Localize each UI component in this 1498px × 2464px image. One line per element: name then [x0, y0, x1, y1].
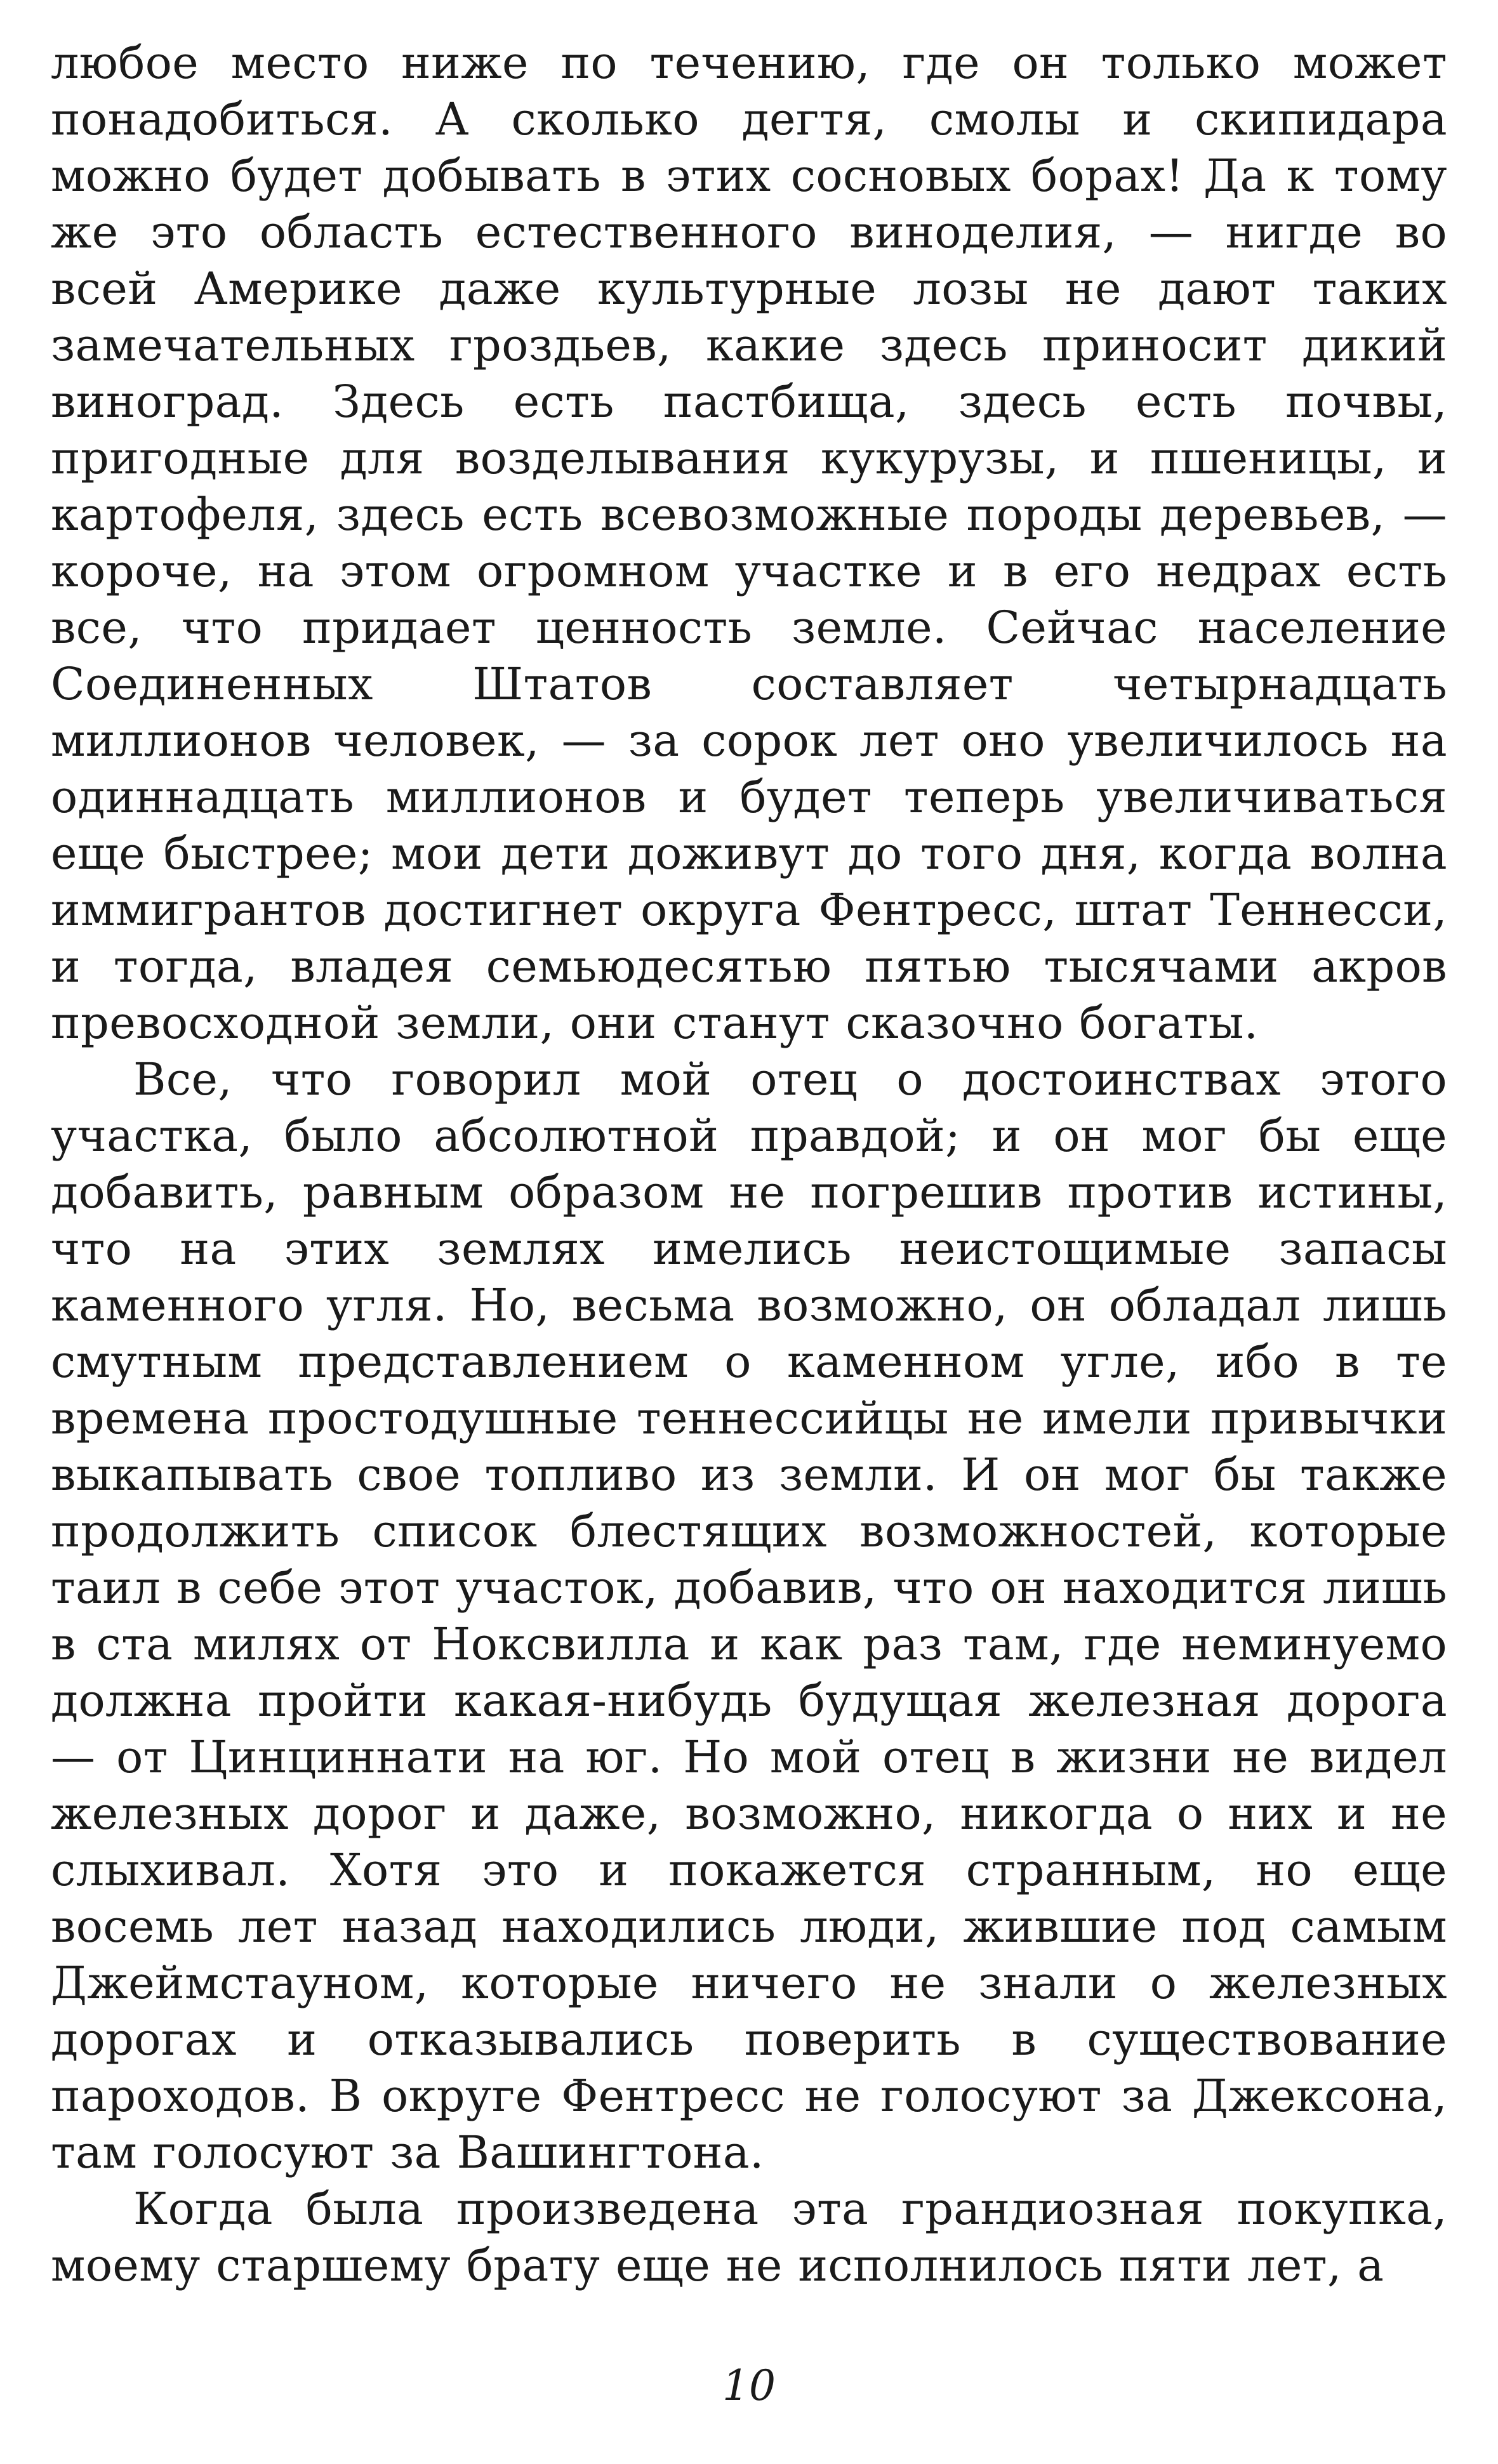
book-page — [51, 35, 1447, 2408]
paragraph: Когда была произведена эта грандиозная покупка, моему старшему брату еще не исполнилось пяти лет, а — [51, 2183, 1447, 2291]
page-number: 10 — [722, 2361, 776, 2410]
body-text — [51, 35, 1447, 2294]
paragraph: Все, что говорил мой отец о достоинствах этого участка, было абсолютной правдой; и он мог бы еще добавить, равным образом не погрешив против истины, что на этих землях имелись неистощимые запасы каменного угля. Но, весьма возможно, он обладал лишь смутным представлением о каменном угле, ибо в те времена простодушные теннессийцы не имели привычки выкапывать свое топливо из земли. И он мог бы также продолжить список блестящих возможностей, которые таил в себе этот участок, добавив, что он находится лишь в ста милях от Ноксвилла и как раз там, где неминуемо должна пройти какая-нибудь будущая железная дорога — от Цинциннати на юг. Но мой отец в жизни не видел железных дорог и даже, возможно, никогда о них и не слыхивал. Хотя это и покажется странным, но еще восемь лет назад находились люди, жившие под самым Джеймстауном, которые ничего не знали о железных дорогах и отказывались поверить в существование пароходов. В округе Фентресс не голосуют за Джексона, там голосуют за Вашингтона. — [51, 1053, 1447, 2178]
paragraph-continuation: любое место ниже по течению, где он только может понадобиться. А сколько дегтя, смолы и скипидара можно будет добывать в этих сосновых борах! Да к тому же это область естественного виноделия, — нигде во всей Америке даже культурные лозы не дают таких замечательных гроздьев, какие здесь приносит дикий виноград. Здесь есть пастбища, здесь есть почвы, пригодные для возделывания кукурузы, и пшеницы, и картофеля, здесь есть всевозможные породы деревьев, — короче, на этом огромном участке и в его недрах есть все, что придает ценность земле. Сейчас население Соединенных Штатов составляет четырнадцать миллионов человек, — за сорок лет оно увеличилось на одиннадцать миллионов и будет теперь увеличиваться еще быстрее; мои дети доживут до того дня, когда волна иммигрантов достигнет округа Фентресс, штат Теннесси, и тогда, владея семьюдесятью пятью тысячами акров превосходной земли, они станут сказочно богаты. — [51, 37, 1447, 1049]
